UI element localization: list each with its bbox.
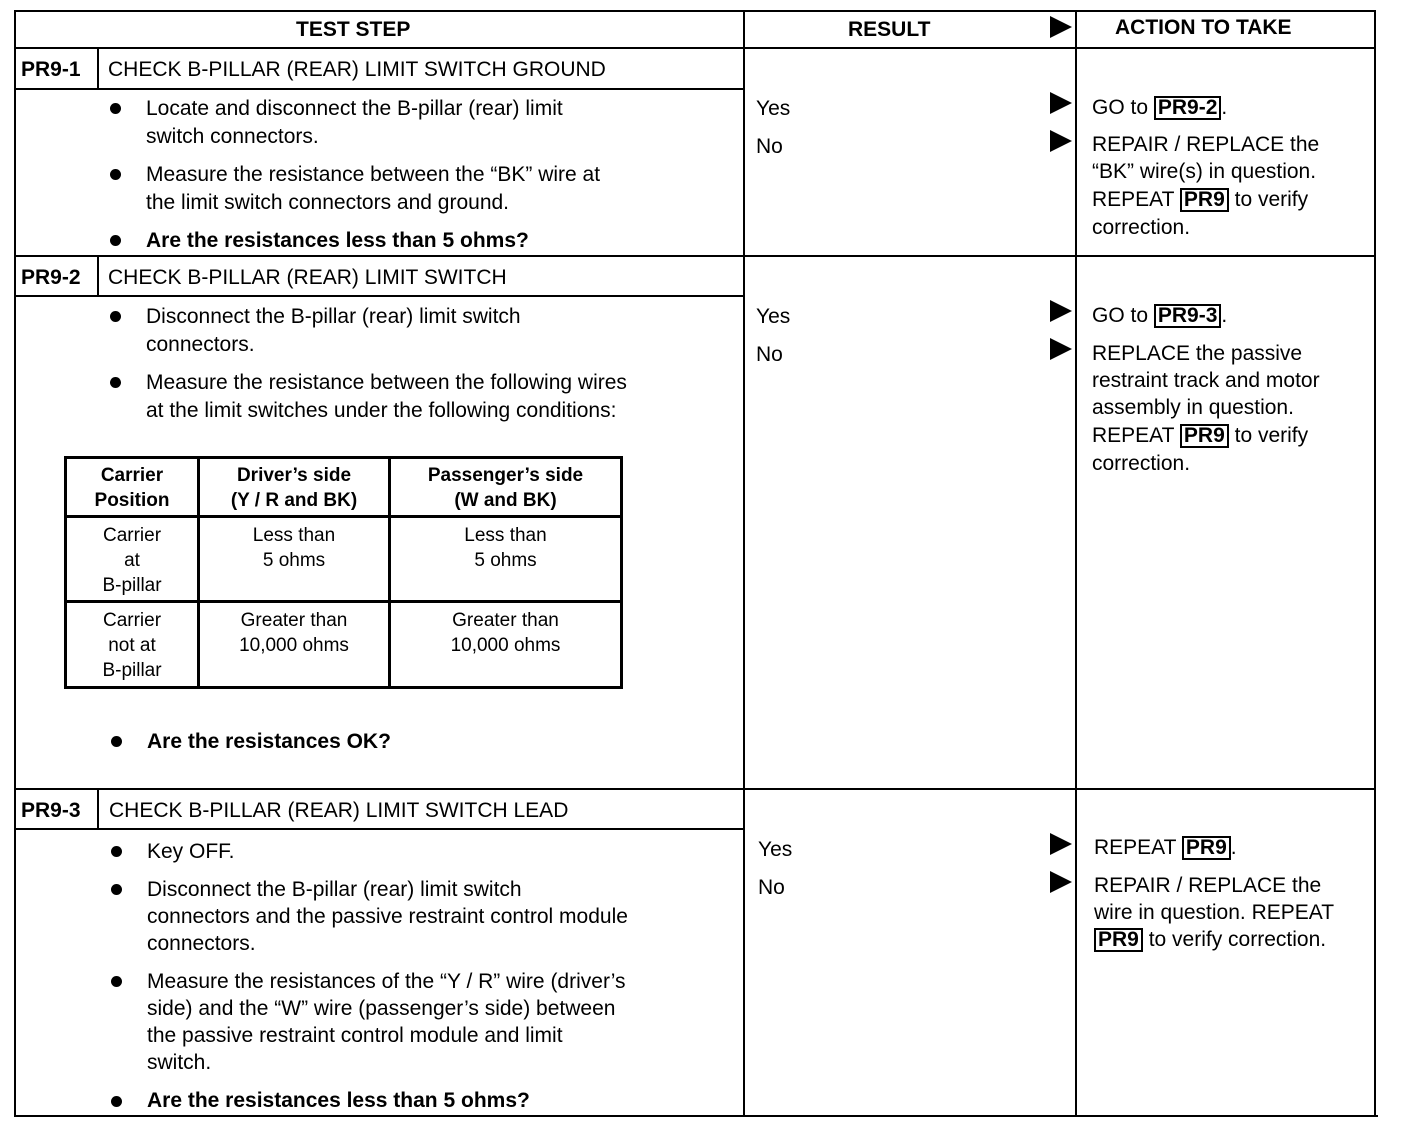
action-text: to verify correction. <box>1142 928 1327 951</box>
action-yes <box>1092 302 1227 330</box>
table-cell <box>391 523 620 573</box>
arrow-icon <box>1050 833 1072 855</box>
action-no-line: REPAIR / REPLACE the <box>1092 133 1320 156</box>
step-title: CHECK B-PILLAR (REAR) LIMIT SWITCH LEAD <box>109 799 569 822</box>
action-no-line: wire in question. REPEAT <box>1094 901 1335 924</box>
question-line: Are the resistances less than 5 ohms? <box>147 1089 530 1112</box>
action-text: REPEAT <box>1092 424 1180 447</box>
table-cell <box>67 608 197 683</box>
step-reference: PR9-3 <box>1154 304 1222 328</box>
bullet-icon <box>111 1096 122 1107</box>
instruction-line: switch. <box>147 1051 212 1074</box>
table-header-line: Driver’s side <box>236 465 352 486</box>
table-cell-line: Greater than <box>240 610 348 631</box>
header-test-step: TEST STEP <box>296 18 411 41</box>
instruction-line: Measure the resistance between the “BK” wire at <box>146 163 601 186</box>
instruction-line: Locate and disconnect the B-pillar (rear) limit <box>146 97 563 120</box>
table-right-border <box>1374 10 1376 1117</box>
result-yes: Yes <box>756 305 791 328</box>
table-cell-line: B-pillar <box>102 575 162 596</box>
header-result: RESULT <box>848 18 931 41</box>
table-top-border <box>14 10 1376 12</box>
table-header-line: Passenger’s side <box>427 465 584 486</box>
resistance-table-border <box>64 456 623 459</box>
question-line: Are the resistances OK? <box>147 730 391 753</box>
table-cell <box>391 608 620 658</box>
step-title: CHECK B-PILLAR (REAR) LIMIT SWITCH GROUND <box>108 58 606 81</box>
instruction-line: connectors. <box>146 333 255 356</box>
step-reference: PR9 <box>1182 836 1231 860</box>
step-code: PR9-2 <box>21 266 81 289</box>
action-no-line: correction. <box>1092 216 1191 239</box>
bullet-icon <box>111 884 122 895</box>
step-title-divider <box>14 88 744 90</box>
bullet-icon <box>110 169 121 180</box>
action-text: . <box>1230 836 1237 859</box>
instruction-line: connectors and the passive restraint control module <box>147 905 628 928</box>
result-no: No <box>756 343 783 366</box>
table-cell-line: B-pillar <box>102 660 162 681</box>
instruction-line: Disconnect the B-pillar (rear) limit switch <box>146 305 521 328</box>
instruction-line: switch connectors. <box>146 125 319 148</box>
step-reference: PR9 <box>1180 424 1229 448</box>
bullet-icon <box>110 311 121 322</box>
bullet-icon <box>111 846 122 857</box>
arrow-icon <box>1050 338 1072 360</box>
instruction-line: at the limit switches under the following conditions: <box>146 399 617 422</box>
arrow-icon <box>1050 871 1072 893</box>
step-code: PR9-3 <box>21 799 81 822</box>
table-cell-line: 5 ohms <box>262 550 326 571</box>
table-header-line: (Y / R and BK) <box>230 490 358 511</box>
instruction-line: side) and the “W” wire (passenger’s side) between <box>147 997 616 1020</box>
step-reference: PR9-2 <box>1154 96 1222 120</box>
instruction-line: Disconnect the B-pillar (rear) limit switch <box>147 878 522 901</box>
action-text: . <box>1221 304 1228 327</box>
table-cell <box>67 523 197 598</box>
table-cell-line: not at <box>108 635 156 656</box>
action-yes <box>1092 94 1227 122</box>
table-cell-line: Carrier <box>102 525 162 546</box>
column-divider-action <box>1075 10 1077 1117</box>
instruction-line: the passive restraint control module and limit <box>147 1024 563 1047</box>
step-title: CHECK B-PILLAR (REAR) LIMIT SWITCH <box>108 266 507 289</box>
action-no-repeat <box>1092 186 1308 214</box>
arrow-icon <box>1050 16 1072 38</box>
action-text: to verify <box>1228 188 1309 211</box>
header-divider <box>14 47 1376 49</box>
question-line: Are the resistances less than 5 ohms? <box>146 229 529 252</box>
table-cell-line: 10,000 ohms <box>239 635 349 656</box>
table-cell-line: Less than <box>252 525 336 546</box>
action-text: GO to <box>1092 304 1154 327</box>
section-divider-1 <box>14 255 1376 257</box>
resistance-table-border <box>620 456 623 689</box>
step-code-divider <box>97 255 99 296</box>
action-no-repeat <box>1092 422 1308 450</box>
step-title-divider <box>14 295 744 297</box>
table-header-line: Carrier <box>100 465 164 486</box>
instruction-line: Measure the resistance between the following wires <box>146 371 627 394</box>
resistance-table-border <box>64 686 623 689</box>
step-code-divider <box>97 788 99 829</box>
table-header-cell <box>200 463 388 513</box>
result-no: No <box>756 135 783 158</box>
table-header-cell <box>67 463 197 513</box>
resistance-table-border <box>64 600 623 603</box>
section-divider-2 <box>14 788 1376 790</box>
table-left-border <box>14 10 16 1117</box>
table-cell-line: at <box>124 550 140 571</box>
bullet-icon <box>111 976 122 987</box>
result-yes: Yes <box>758 838 793 861</box>
table-cell-line: 10,000 ohms <box>450 635 561 656</box>
table-cell <box>200 523 388 573</box>
table-cell-line: Less than <box>464 525 547 546</box>
bullet-icon <box>110 103 121 114</box>
step-reference: PR9 <box>1094 928 1143 952</box>
instruction-line: Key OFF. <box>147 840 235 863</box>
result-yes: Yes <box>756 97 791 120</box>
arrow-icon <box>1050 130 1072 152</box>
table-header-line: Position <box>94 490 170 511</box>
arrow-icon <box>1050 300 1072 322</box>
action-text: to verify <box>1228 424 1309 447</box>
table-bottom-border <box>16 1115 1378 1117</box>
bullet-icon <box>111 736 122 747</box>
arrow-icon <box>1050 92 1072 114</box>
column-divider-result <box>743 10 745 1117</box>
table-cell-line: 5 ohms <box>474 550 537 571</box>
action-text: REPEAT <box>1094 836 1182 859</box>
table-header-line: (W and BK) <box>454 490 557 511</box>
step-code: PR9-1 <box>21 58 81 81</box>
action-no-line: restraint track and motor <box>1092 369 1320 392</box>
table-cell-line: Carrier <box>102 610 162 631</box>
instruction-line: connectors. <box>147 932 256 955</box>
resistance-table-border <box>64 515 623 518</box>
action-yes <box>1094 834 1237 862</box>
action-no-line: correction. <box>1092 452 1191 475</box>
action-text: REPEAT <box>1092 188 1180 211</box>
table-header-cell <box>391 463 620 513</box>
action-no-repeat <box>1094 926 1326 954</box>
bullet-icon <box>110 377 121 388</box>
instruction-line: the limit switch connectors and ground. <box>146 191 510 214</box>
action-text: GO to <box>1092 96 1154 119</box>
bullet-icon <box>110 235 121 246</box>
action-no-line: “BK” wire(s) in question. <box>1092 160 1317 183</box>
action-no-line: REPAIR / REPLACE the <box>1094 874 1322 897</box>
table-cell <box>200 608 388 658</box>
action-no-line: REPLACE the passive <box>1092 342 1303 365</box>
step-title-divider <box>14 828 744 830</box>
header-action: ACTION TO TAKE <box>1115 16 1292 39</box>
table-cell-line: Greater than <box>452 610 559 631</box>
action-text: . <box>1221 96 1228 119</box>
result-no: No <box>758 876 785 899</box>
action-no-line: assembly in question. <box>1092 396 1294 419</box>
step-code-divider <box>97 47 99 89</box>
step-reference: PR9 <box>1180 188 1229 212</box>
instruction-line: Measure the resistances of the “Y / R” wire (driver’s <box>147 970 626 993</box>
